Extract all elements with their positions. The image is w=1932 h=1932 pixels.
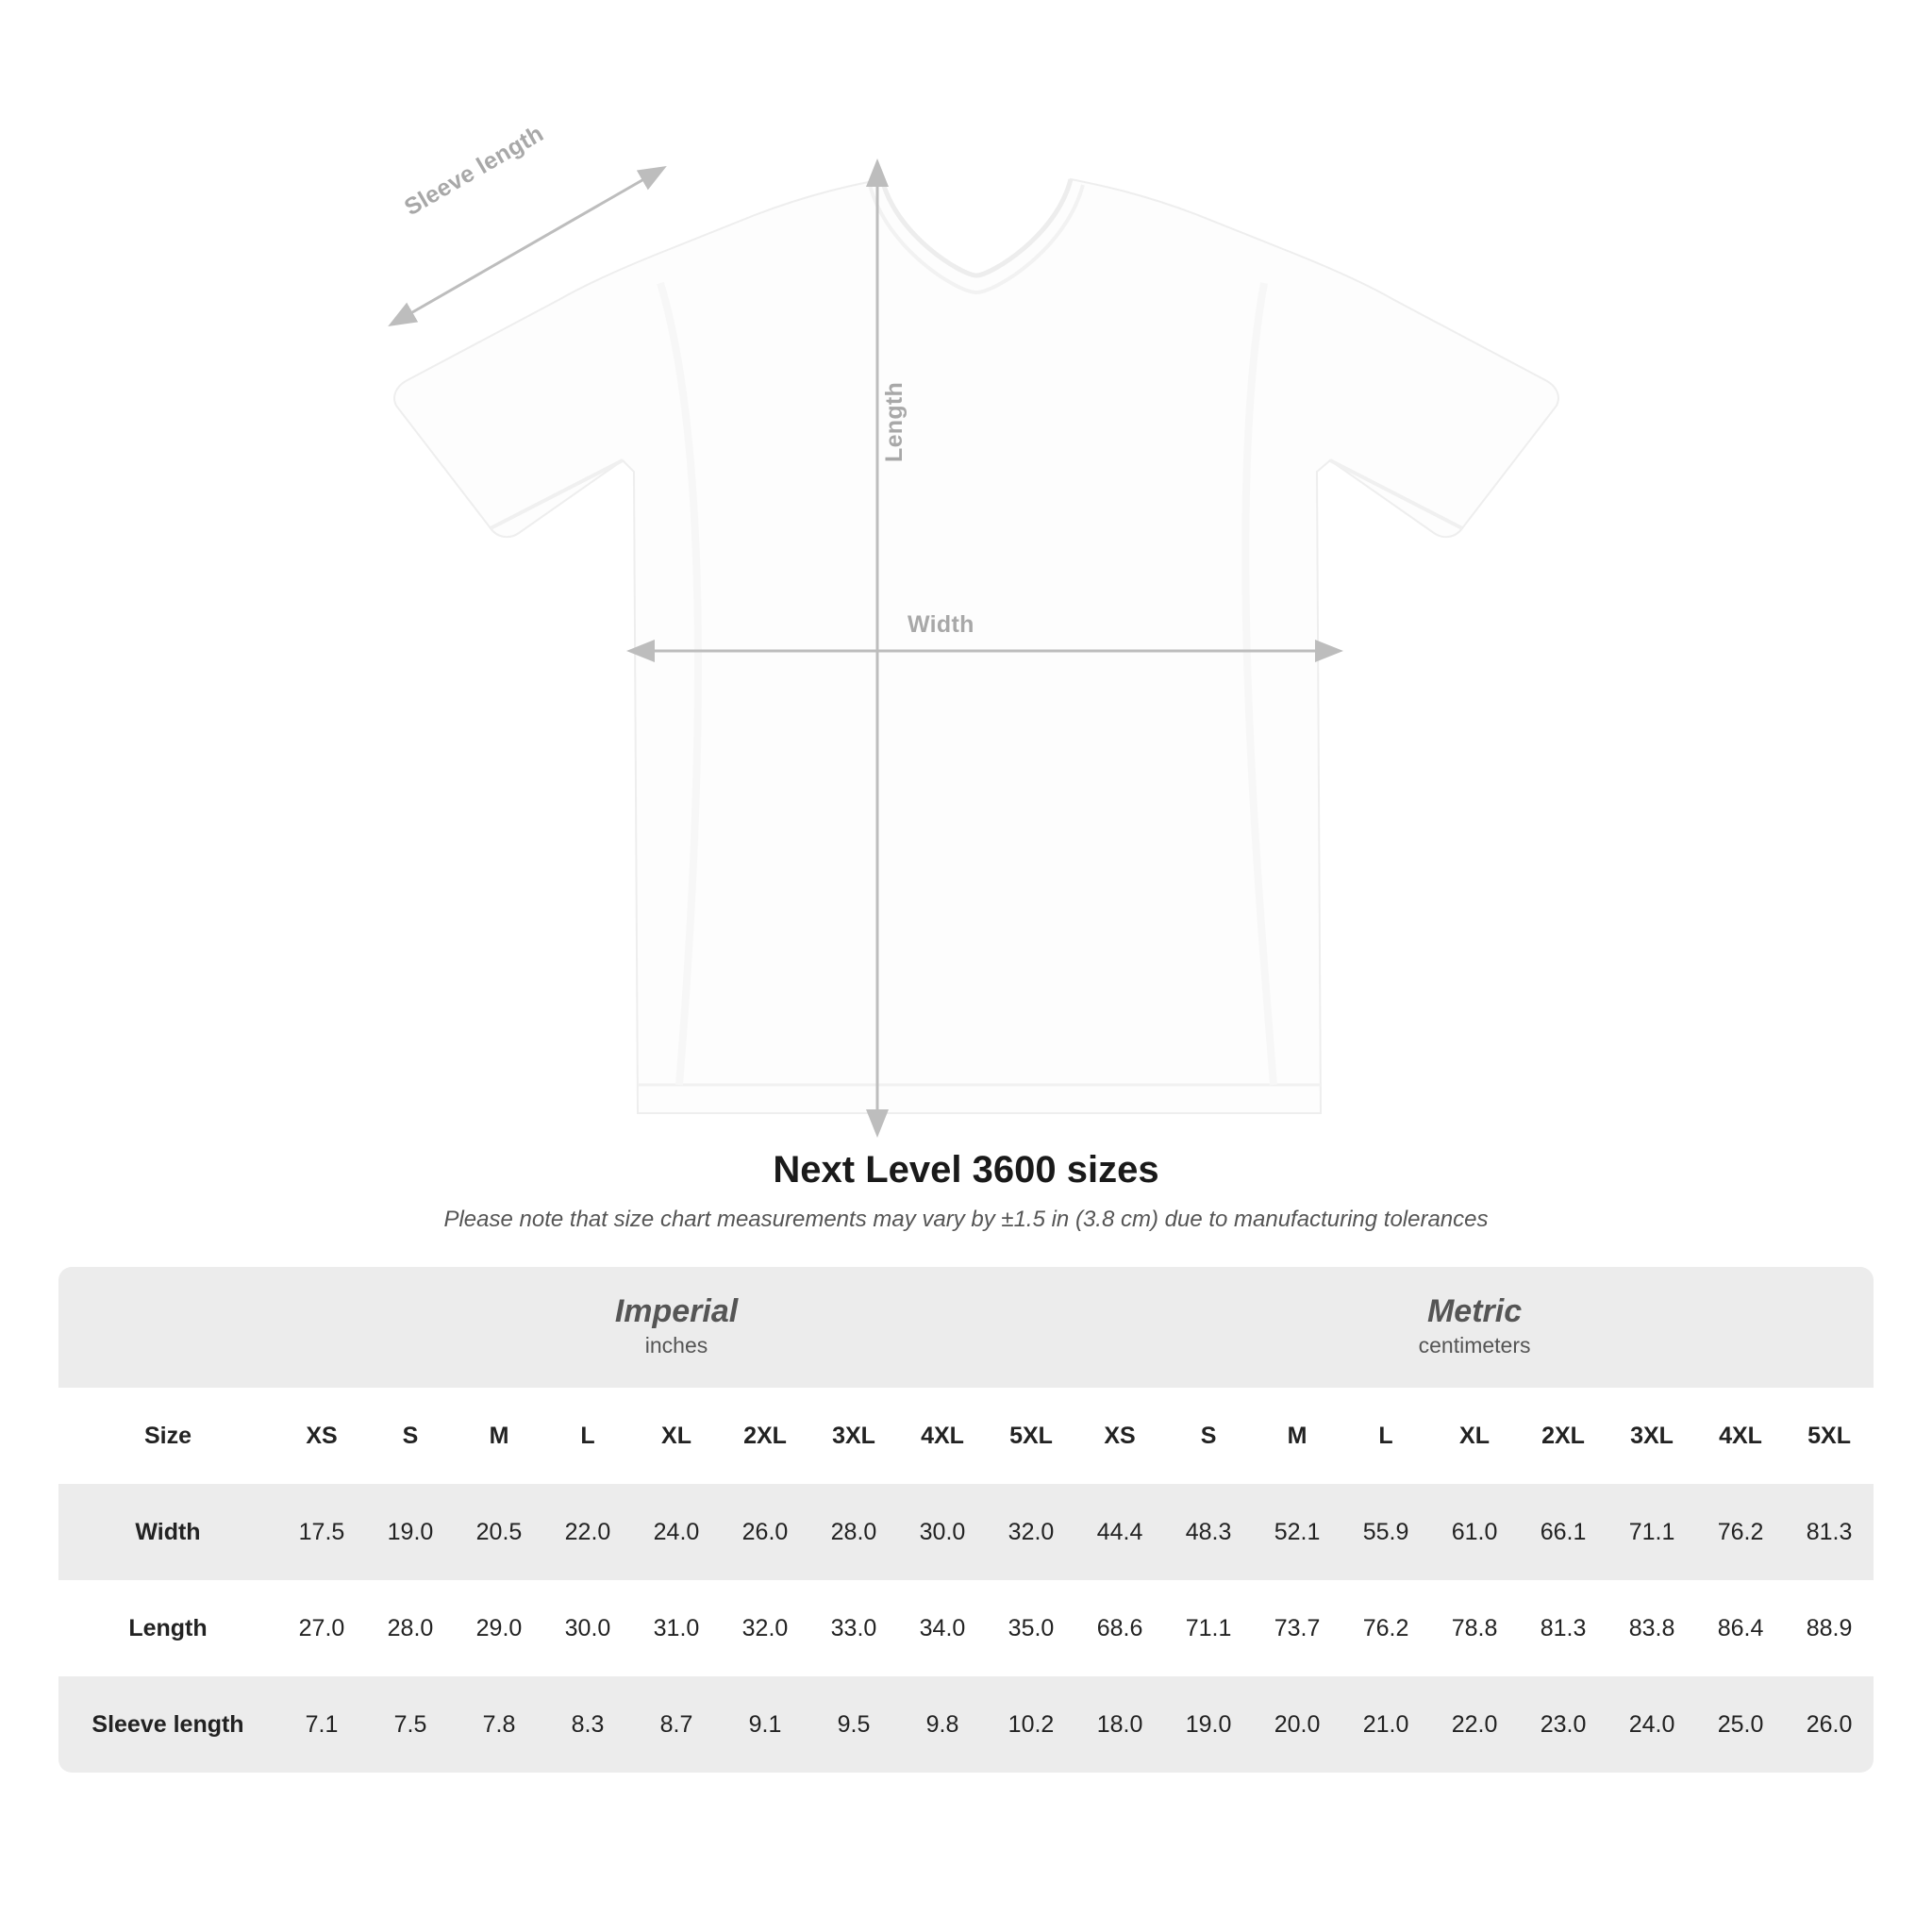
cell-length: 34.0	[898, 1580, 987, 1676]
size-header-row	[58, 1388, 1874, 1484]
size-header-cell: 5XL	[1785, 1388, 1874, 1484]
row-label-length: Length	[58, 1580, 277, 1676]
cell-length: 86.4	[1696, 1580, 1785, 1676]
system-name-metric: Metric	[1426, 1293, 1523, 1330]
cell-length: 71.1	[1164, 1580, 1253, 1676]
system-unit-metric: centimeters	[1418, 1333, 1531, 1358]
cell-sleeve: 8.3	[543, 1676, 632, 1773]
cell-width: 19.0	[366, 1484, 455, 1580]
cell-sleeve: 25.0	[1696, 1676, 1785, 1773]
cell-width: 66.1	[1519, 1484, 1607, 1580]
system-name-imperial: Imperial	[614, 1293, 739, 1330]
cell-width: 17.5	[277, 1484, 366, 1580]
cell-width: 52.1	[1253, 1484, 1341, 1580]
cell-width: 44.4	[1075, 1484, 1164, 1580]
cell-sleeve: 26.0	[1785, 1676, 1874, 1773]
table-corner-cell	[58, 1267, 277, 1388]
cell-sleeve: 9.1	[721, 1676, 809, 1773]
cell-sleeve: 7.5	[366, 1676, 455, 1773]
cell-length: 32.0	[721, 1580, 809, 1676]
cell-sleeve: 18.0	[1075, 1676, 1164, 1773]
table-row	[58, 1484, 1874, 1580]
cell-sleeve: 7.1	[277, 1676, 366, 1773]
cell-sleeve: 10.2	[987, 1676, 1075, 1773]
size-header-cell: 3XL	[1607, 1388, 1696, 1484]
size-header-cell: S	[366, 1388, 455, 1484]
cell-width: 30.0	[898, 1484, 987, 1580]
size-table	[58, 1267, 1874, 1773]
cell-length: 73.7	[1253, 1580, 1341, 1676]
cell-width: 55.9	[1341, 1484, 1430, 1580]
cell-width: 76.2	[1696, 1484, 1785, 1580]
cell-width: 48.3	[1164, 1484, 1253, 1580]
cell-sleeve: 7.8	[455, 1676, 543, 1773]
cell-width: 22.0	[543, 1484, 632, 1580]
cell-length: 27.0	[277, 1580, 366, 1676]
cell-width: 81.3	[1785, 1484, 1874, 1580]
system-header-row	[58, 1267, 1874, 1388]
size-header-cell: 2XL	[1519, 1388, 1607, 1484]
cell-width: 61.0	[1430, 1484, 1519, 1580]
tolerance-note: Please note that size chart measurements may vary by ±1.5 in (3.8 cm) due to manufacturing tolerances	[443, 1207, 1489, 1232]
cell-length: 81.3	[1519, 1580, 1607, 1676]
cell-sleeve: 24.0	[1607, 1676, 1696, 1773]
cell-width: 24.0	[632, 1484, 721, 1580]
cell-length: 68.6	[1075, 1580, 1164, 1676]
size-row-label: Size	[58, 1388, 277, 1484]
size-header-cell: L	[543, 1388, 632, 1484]
cell-width: 71.1	[1607, 1484, 1696, 1580]
size-header-cell: L	[1341, 1388, 1430, 1484]
row-label-sleeve-length: Sleeve length	[58, 1676, 277, 1773]
cell-width: 28.0	[809, 1484, 898, 1580]
cell-sleeve: 9.5	[809, 1676, 898, 1773]
size-header-cell: 2XL	[721, 1388, 809, 1484]
page-title: Next Level 3600 sizes	[773, 1149, 1159, 1191]
cell-length: 30.0	[543, 1580, 632, 1676]
size-header-cell: XS	[277, 1388, 366, 1484]
cell-sleeve: 22.0	[1430, 1676, 1519, 1773]
system-unit-imperial: inches	[644, 1333, 708, 1358]
cell-length: 35.0	[987, 1580, 1075, 1676]
table-row	[58, 1676, 1874, 1773]
cell-width: 26.0	[721, 1484, 809, 1580]
size-header-cell: XL	[632, 1388, 721, 1484]
width-label: Width	[908, 611, 974, 638]
size-header-cell: XL	[1430, 1388, 1519, 1484]
cell-sleeve: 9.8	[898, 1676, 987, 1773]
size-header-cell: 5XL	[987, 1388, 1075, 1484]
size-header-cell: XS	[1075, 1388, 1164, 1484]
size-table-wrapper	[58, 1267, 1874, 1773]
cell-sleeve: 23.0	[1519, 1676, 1607, 1773]
cell-sleeve: 8.7	[632, 1676, 721, 1773]
cell-length: 29.0	[455, 1580, 543, 1676]
size-header-cell: 4XL	[1696, 1388, 1785, 1484]
cell-length: 31.0	[632, 1580, 721, 1676]
size-header-cell: 4XL	[898, 1388, 987, 1484]
cell-sleeve: 21.0	[1341, 1676, 1430, 1773]
row-label-width: Width	[58, 1484, 277, 1580]
cell-length: 78.8	[1430, 1580, 1519, 1676]
size-header-cell: 3XL	[809, 1388, 898, 1484]
cell-length: 28.0	[366, 1580, 455, 1676]
cell-sleeve: 20.0	[1253, 1676, 1341, 1773]
cell-length: 76.2	[1341, 1580, 1430, 1676]
system-header-imperial	[277, 1267, 1075, 1388]
size-header-cell: S	[1164, 1388, 1253, 1484]
cell-length: 88.9	[1785, 1580, 1874, 1676]
cell-width: 32.0	[987, 1484, 1075, 1580]
cell-width: 20.5	[455, 1484, 543, 1580]
title-block	[0, 1149, 1932, 1233]
table-row	[58, 1580, 1874, 1676]
size-header-cell: M	[455, 1388, 543, 1484]
cell-sleeve: 19.0	[1164, 1676, 1253, 1773]
system-header-metric	[1075, 1267, 1874, 1388]
cell-length: 83.8	[1607, 1580, 1696, 1676]
size-header-cell: M	[1253, 1388, 1341, 1484]
length-label: Length	[881, 381, 908, 462]
sleeve-length-label: Sleeve length	[400, 120, 548, 222]
cell-length: 33.0	[809, 1580, 898, 1676]
